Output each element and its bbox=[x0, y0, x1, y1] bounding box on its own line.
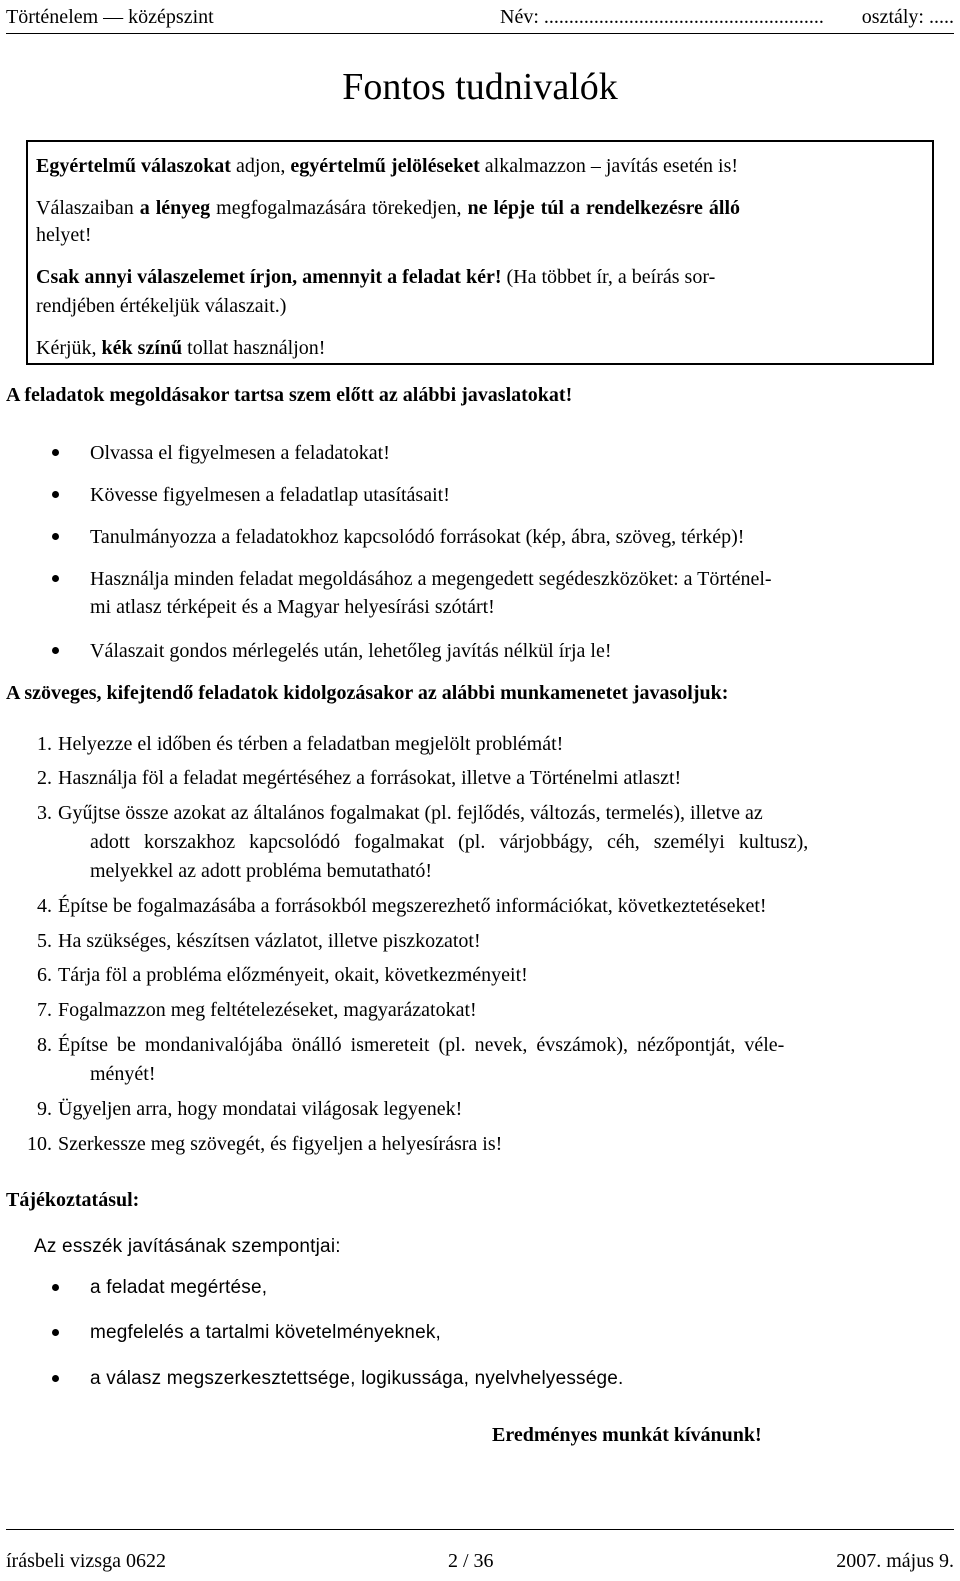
footer-divider bbox=[6, 1529, 954, 1530]
bullet-icon bbox=[52, 1375, 59, 1382]
notice-line-6: Kérjük, kék színű tollat használjon! bbox=[36, 337, 326, 359]
bullet-icon bbox=[52, 647, 59, 654]
step-number: 10. bbox=[27, 1133, 52, 1155]
step-text: Szerkessze meg szövegét, és figyeljen a helyesírásra is! bbox=[58, 1133, 503, 1155]
bullet-icon bbox=[52, 575, 59, 582]
step-number: 7. bbox=[37, 999, 52, 1021]
step-text-continued: melyekkel az adott probléma bemutatható! bbox=[90, 860, 433, 882]
step-text: Gyűjtse össze azokat az általános fogalmakat (pl. fejlődés, változás, termelés), illetve az bbox=[58, 802, 763, 824]
steps-heading: A szöveges, kifejtendő feladatok kidolgozásakor az alábbi munkamenetet javasoljuk: bbox=[6, 682, 729, 704]
step-number: 5. bbox=[37, 930, 52, 952]
step-number: 4. bbox=[37, 895, 52, 917]
step-number: 6. bbox=[37, 964, 52, 986]
notice-line-1: Egyértelmű válaszokat adjon, egyértelmű jelöléseket alkalmazzon – javítás esetén is! bbox=[36, 155, 739, 177]
closing-text: Eredményes munkát kívánunk! bbox=[492, 1424, 762, 1446]
step-text: Ügyeljen arra, hogy mondatai világosak legyenek! bbox=[58, 1098, 463, 1120]
footer-date: 2007. május 9. bbox=[836, 1550, 954, 1572]
notice-line-4: Csak annyi válaszelemet írjon, amennyit a feladat kér! (Ha többet ír, a beírás sor- bbox=[36, 266, 716, 288]
header-subject: Történelem — középszint bbox=[6, 6, 214, 28]
step-number: 8. bbox=[37, 1034, 52, 1056]
step-text: Építse be mondanivalójába önálló ismereteit (pl. nevek, évszámok), nézőpontját, véle- bbox=[58, 1034, 785, 1056]
footer-page-number: 2 / 36 bbox=[448, 1550, 494, 1572]
page-title: Fontos tudnivalók bbox=[342, 66, 618, 108]
bullet-icon bbox=[52, 533, 59, 540]
bullet-icon bbox=[52, 1329, 59, 1336]
page-header bbox=[6, 4, 954, 30]
info-heading: Tájékoztatásul: bbox=[6, 1189, 140, 1211]
step-number: 3. bbox=[37, 802, 52, 824]
tip-item: Tanulmányozza a feladatokhoz kapcsolódó forrásokat (kép, ábra, szöveg, térkép)! bbox=[90, 526, 745, 548]
notice-line-2: Válaszaiban a lényeg megfogalmazására törekedjen, ne lépje túl a rendelkezésre álló bbox=[36, 197, 741, 219]
notice-line-3: helyet! bbox=[36, 224, 92, 246]
tip-item: Olvassa el figyelmesen a feladatokat! bbox=[90, 442, 390, 464]
step-text: Tárja föl a probléma előzményeit, okait, következményeit! bbox=[58, 964, 528, 986]
step-number: 1. bbox=[37, 733, 52, 755]
header-name-field: Név: ........................................................ bbox=[500, 6, 824, 28]
step-text: Helyezze el időben és térben a feladatban megjelölt problémát! bbox=[58, 733, 564, 755]
notice-line-5: rendjében értékeljük válaszait.) bbox=[36, 295, 287, 317]
bullet-icon bbox=[52, 491, 59, 498]
footer-exam: írásbeli vizsga 0622 bbox=[6, 1550, 166, 1572]
criteria-item: a feladat megértése, bbox=[90, 1277, 268, 1298]
tip-item: Válaszait gondos mérlegelés után, lehetőleg javítás nélkül írja le! bbox=[90, 640, 612, 662]
bullet-icon bbox=[52, 449, 59, 456]
header-divider bbox=[6, 33, 954, 34]
tips-heading: A feladatok megoldásakor tartsa szem előtt az alábbi javaslatokat! bbox=[6, 384, 573, 406]
tip-item: Kövesse figyelmesen a feladatlap utasításait! bbox=[90, 484, 450, 506]
criteria-item: megfelelés a tartalmi követelményeknek, bbox=[90, 1322, 442, 1343]
step-text-continued: ményét! bbox=[90, 1063, 156, 1085]
criteria-item: a válasz megszerkesztettsége, logikussága, nyelvhelyessége. bbox=[90, 1368, 624, 1389]
step-text: Ha szükséges, készítsen vázlatot, illetve piszkozatot! bbox=[58, 930, 481, 952]
tip-item: Használja minden feladat megoldásához a megengedett segédeszközöket: a Történel- bbox=[90, 568, 772, 590]
tip-item-continued: mi atlasz térképeit és a Magyar helyesírási szótárt! bbox=[90, 596, 495, 618]
step-text-continued: adott korszakhoz kapcsolódó fogalmakat (pl. várjobbágy, céh, személyi kultusz), bbox=[90, 831, 809, 853]
step-number: 9. bbox=[37, 1098, 52, 1120]
step-text: Építse be fogalmazásába a forrásokból megszerezhető információkat, következtetéseket! bbox=[58, 895, 767, 917]
bullet-icon bbox=[52, 1284, 59, 1291]
step-text: Fogalmazzon meg feltételezéseket, magyarázatokat! bbox=[58, 999, 477, 1021]
step-number: 2. bbox=[37, 767, 52, 789]
step-text: Használja föl a feladat megértéséhez a forrásokat, illetve a Történelmi atlaszt! bbox=[58, 767, 682, 789]
header-class-field: osztály: ..... bbox=[861, 6, 954, 28]
criteria-intro: Az esszék javításának szempontjai: bbox=[34, 1236, 341, 1257]
